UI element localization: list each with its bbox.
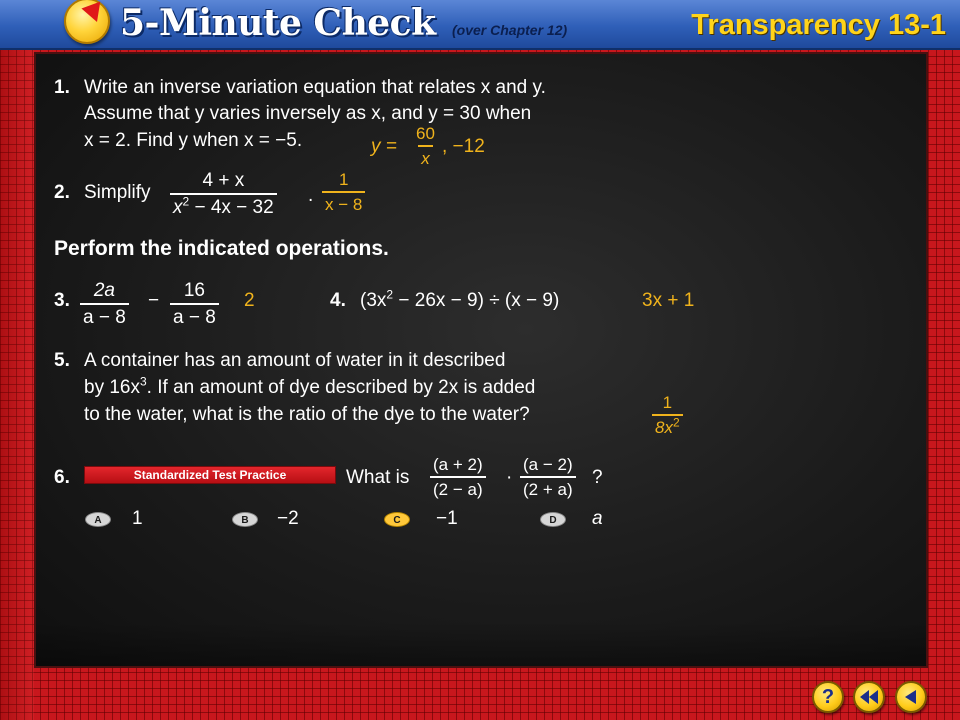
page-title: 5-Minute Check	[120, 2, 436, 44]
choice-a-value: 1	[132, 508, 143, 529]
header-bar	[0, 0, 960, 50]
problem-4-number: 4.	[330, 290, 346, 311]
choice-d-value: a	[592, 508, 603, 529]
denominator-base: 8x	[655, 418, 673, 437]
problem-5-number: 5.	[54, 350, 70, 371]
problem-3-answer: 2	[244, 290, 255, 311]
help-button[interactable]	[812, 681, 844, 713]
fraction-denominator: a − 8	[170, 303, 219, 327]
frame-shade	[0, 48, 34, 720]
choice-c-badge[interactable]: C	[384, 512, 410, 527]
problem-6-dot: ·	[506, 467, 513, 488]
problem-6-question-mark: ?	[592, 467, 603, 488]
problem-2-number: 2.	[54, 182, 70, 203]
problem-5-line-1: A container has an amount of water in it described	[84, 350, 506, 371]
fraction-numerator: 16	[183, 280, 205, 301]
problem-1-answer-fraction	[413, 125, 438, 167]
fraction-denominator	[170, 193, 277, 217]
back-button[interactable]	[895, 681, 927, 713]
problem-2-label: Simplify	[84, 182, 151, 203]
page-subtitle: (over Chapter 12)	[452, 22, 568, 38]
problem-3-fraction-1	[80, 281, 129, 327]
section-heading: Perform the indicated operations.	[54, 237, 389, 260]
fraction-denominator: (2 + a)	[520, 476, 576, 498]
problem-1-number: 1.	[54, 77, 70, 98]
problem-5-line-3: to the water, what is the ratio of the dye to the water?	[84, 404, 530, 425]
triangle-left-icon	[903, 689, 919, 705]
clock-icon	[64, 0, 110, 44]
problem-1-answer-suffix: , −12	[442, 136, 485, 157]
problem-1-line-3: x = 2. Find y when x = −5.	[84, 130, 303, 151]
expression-rest: − 26x − 9) ÷ (x − 9)	[393, 290, 560, 311]
standardized-test-practice-banner: Standardized Test Practice	[84, 466, 336, 484]
fraction-denominator: a − 8	[80, 303, 129, 327]
problem-2-period: .	[308, 185, 314, 206]
problem-3-number: 3.	[54, 290, 70, 311]
fraction-numerator: 4 + x	[202, 170, 245, 191]
problem-6-question: What is	[346, 467, 410, 488]
choice-c-value: −1	[436, 508, 458, 529]
problem-3-operator: −	[148, 290, 160, 311]
fraction-numerator: (a − 2)	[523, 455, 573, 474]
problem-6-fraction-1	[430, 456, 486, 498]
problem-4-expression	[360, 287, 560, 311]
problem-2-fraction	[170, 171, 277, 217]
question-mark-icon: ?	[821, 685, 835, 708]
fraction-numerator: 1	[338, 170, 349, 189]
line-rest: . If an amount of dye described by 2x is added	[146, 377, 536, 398]
exponent: 2	[182, 194, 190, 209]
problem-5-answer-fraction	[652, 394, 683, 436]
fraction-numerator: 1	[662, 393, 673, 412]
line-start: by 16x	[84, 377, 140, 398]
exponent: 2	[386, 287, 394, 302]
problem-1-line-1: Write an inverse variation equation that relates x and y.	[84, 77, 546, 98]
fraction-numerator: 2a	[93, 280, 115, 301]
exponent: 2	[672, 415, 680, 430]
problem-1-answer-prefix: y =	[371, 136, 397, 157]
fraction-denominator	[652, 414, 683, 436]
rewind-button[interactable]	[853, 681, 885, 713]
fraction-numerator: (a + 2)	[433, 455, 483, 474]
problem-1-line-2: Assume that y varies inversely as x, and y = 30 when	[84, 103, 532, 124]
problem-6-fraction-2	[520, 456, 576, 498]
choice-a-badge[interactable]: A	[85, 512, 111, 527]
fraction-numerator: 60	[416, 124, 435, 143]
problem-2-answer-fraction	[322, 171, 365, 213]
expression-start: (3x	[360, 290, 387, 311]
transparency-label: Transparency 13-1	[691, 9, 946, 41]
problem-6-number: 6.	[54, 467, 70, 488]
fraction-denominator: (2 − a)	[430, 476, 486, 498]
fraction-denominator: x − 8	[322, 191, 365, 213]
problem-4-answer: 3x + 1	[642, 290, 695, 311]
choice-b-badge[interactable]: B	[232, 512, 258, 527]
choice-b-value: −2	[277, 508, 299, 529]
denominator-rest: − 4x − 32	[189, 197, 274, 218]
problem-5-line-2	[84, 374, 536, 398]
choice-d-badge[interactable]: D	[540, 512, 566, 527]
fraction-denominator: x	[418, 145, 433, 167]
exponent: 3	[139, 374, 147, 389]
rewind-icon	[859, 689, 879, 705]
problem-3-fraction-2	[170, 281, 219, 327]
denominator-var: x	[173, 197, 183, 218]
